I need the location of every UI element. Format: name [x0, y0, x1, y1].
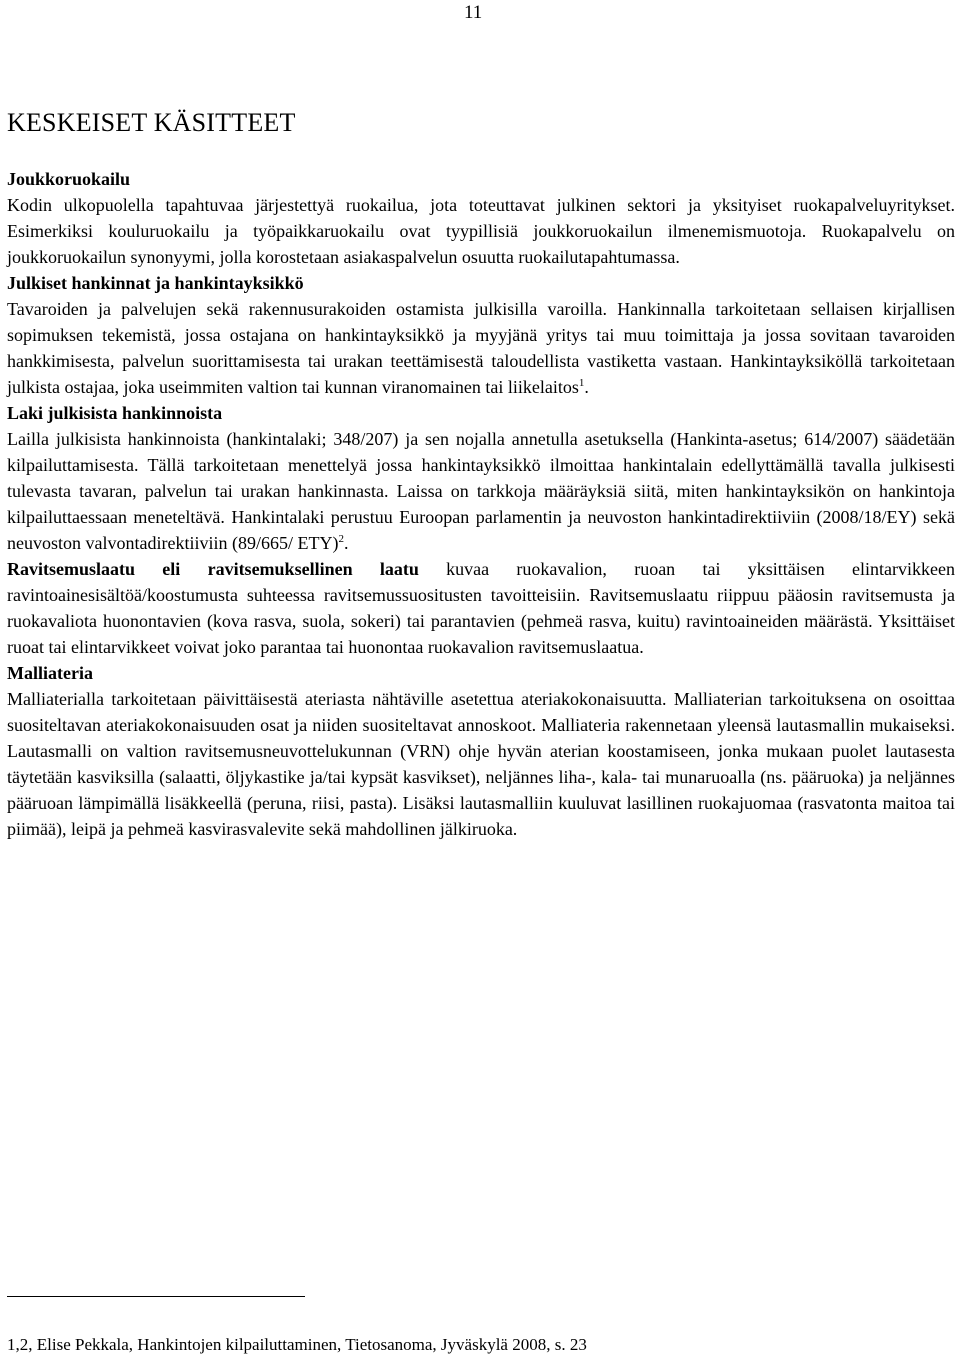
- heading-malliateria: Malliateria: [7, 663, 93, 683]
- document-body: [7, 166, 955, 842]
- paragraph-laki-end: .: [343, 533, 349, 553]
- paragraph-julkiset-hankinnat: [7, 296, 955, 400]
- footnote-divider: [7, 1296, 305, 1297]
- paragraph-malliateria: Malliaterialla tarkoitetaan päivittäisestä ateriasta nähtäville asetettua ateriakokonaisuutta. Malliaterian tarkoituksena on osoittaa suositeltavan ateriakokonaisuuden osat ja niiden suositeltavat annoskoot. Malliateria rakennetaan yleensä lautasmallin mukaiseksi. Lautasmalli on valtion ravitsemusneuvottelukunnan (VRN) ohje hyvän aterian koostamiseen, jonka mukaan puolet lautasesta täytetään kasviksilla (salaatti, öljykastike ja/tai kypsät kasvikset), neljännes liha-, kala- tai munaruoalla (ns. pääruoka) ja neljännes pääruoan lämpimällä lisäkkeellä (peruna, riisi, pasta). Lisäksi lautasmalliin kuuluvat lasillinen ruokajuomaa (rasvatonta maitoa tai piimää), leipä ja pehmeä kasvirasvalevite sekä mahdollinen jälkiruoka.: [7, 689, 955, 839]
- paragraph-joukkoruokailu: Kodin ulkopuolella tapahtuvaa järjestettyä ruokailua, jota toteuttavat julkinen sektori ja yksityiset ruokapalveluyritykset. Esimerkiksi kouluruokailu ja työpaikkaruokailu ovat tyypillisiä joukkoruokailun ilmenemismuotoja. Ruokapalvelu on joukkoruokailun synonyymi, jolla korostetaan asiakaspalvelun osuutta ruokailutapahtumassa.: [7, 195, 955, 267]
- paragraph-ravitsemuslaatu-text: kuvaa ruokavalion, ruoan tai yksittäisen elintarvikkeen ravintoainesisältöä/koostumusta suhteessa ravitsemussuositusten tavoitteisiin. Ravitsemuslaatu riippuu pääosin ravitsemusta ja ruokavaliota huonontavien (kova rasva, suola, sokeri) tai parantavien (pehmeä rasva, kuitu) ravintoaineiden määrästä. Yksittäiset ruoat tai elintarvikkeet voivat joko parantaa tai huonontaa ruokavalion ravitsemuslaatua.: [7, 559, 955, 657]
- paragraph-julkiset-hankinnat-end: .: [584, 377, 589, 397]
- paragraph-ravitsemuslaatu: [7, 556, 955, 660]
- heading-joukkoruokailu: Joukkoruokailu: [7, 169, 131, 189]
- heading-julkiset-hankinnat: Julkiset hankinnat ja hankintayksikkö: [7, 273, 304, 293]
- footnote-ref-1: 1: [578, 377, 585, 389]
- footnote-text: 1,2, Elise Pekkala, Hankintojen kilpailuttaminen, Tietosanoma, Jyväskylä 2008, s. 23: [7, 1335, 587, 1354]
- paragraph-laki: [7, 426, 955, 556]
- heading-laki: Laki julkisista hankinnoista: [7, 403, 223, 423]
- footnote-ref-2: 2: [338, 533, 344, 545]
- paragraph-laki-text: Lailla julkisista hankinnoista (hankintalaki; 348/207) ja sen nojalla annetulla asetuksella (Hankinta-asetus; 614/2007) säädetään kilpailuttamisesta. Tällä tarkoitetaan menettelyä jossa hankintayksikkö ilmoittaa hankintalain edellyttämällä tavalla julkisesti tulevasta tavaran, palvelun tai urakan hankinnasta. Laissa on tarkkoja määräyksiä siitä, miten hankintayksikön on hankintoja kilpailuttaessaan meneteltävä. Hankintalaki perustuu Euroopan parlamentin ja neuvoston hankintadirektiiviin (2008/18/EY) sekä neuvoston valvontadirektiiviin (89/665/ ETY): [7, 429, 955, 553]
- page-title: KESKEISET KÄSITTEET: [7, 108, 296, 137]
- term-ravitsemuslaatu: Ravitsemuslaatu eli ravitsemuksellinen laatu: [7, 559, 419, 579]
- page-number: 11: [464, 2, 483, 23]
- paragraph-julkiset-hankinnat-text: Tavaroiden ja palvelujen sekä rakennusurakoiden ostamista julkisilla varoilla. Hankinnalla tarkoitetaan sellaisen kirjallisen sopimuksen tekemistä, jossa ostajana on hankintayksikkö ja myyjänä yritys tai muu toimittaja ja jossa sovitaan tavaroiden hankkimisesta, palvelun suorittamisesta tai urakan teettämisestä taloudellista vastiketta vastaan. Hankintayksiköllä tarkoitetaan julkista ostajaa, joka useimmiten valtion tai kunnan viranomainen tai liikelaitos: [7, 299, 955, 397]
